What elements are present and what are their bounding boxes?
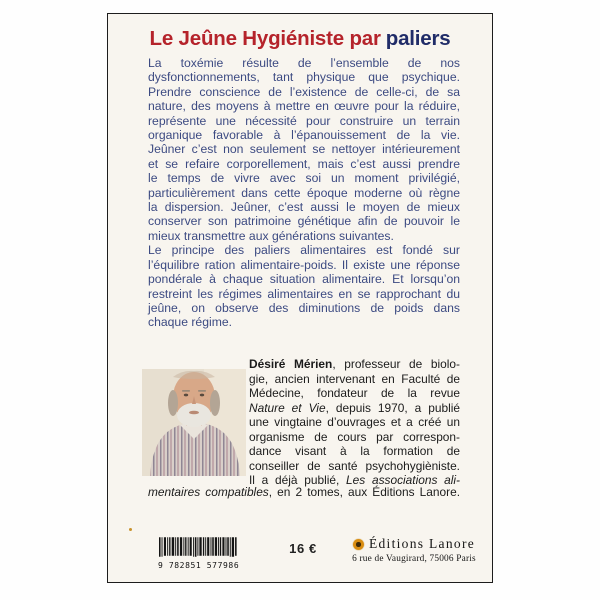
book-back-cover [107, 13, 493, 583]
barcode-digits: 9 782851 577986 [158, 561, 240, 570]
publisher-address: 6 rue de Vaugirard, 75006 Paris [352, 554, 476, 564]
book-title-red-part: Le Jeûne Hygiéniste par [149, 27, 381, 50]
text-line: mieux transmettre aux générations suivantes. [148, 228, 394, 243]
text-line: Désiré Mérien, professeur de biolo- [249, 357, 460, 371]
text-line: conserver son patrimoine génétique afin de pouvoir le [148, 214, 460, 229]
text-line: la dispersion. Jeûner, c’est aussi le moyen de mieux [148, 200, 460, 215]
text-line: particulièrement dans cette époque moderne où règne [148, 185, 460, 200]
publisher-name-row [336, 536, 492, 552]
text-line: chaque régime. [148, 315, 233, 330]
book-title [108, 27, 492, 51]
text-line: Il a déjà publié, Les associations ali- [249, 473, 460, 488]
text-line: Médecine, fondateur de la revue [249, 386, 460, 401]
text-line: organisme de cours par correspon- [249, 429, 460, 444]
paper-speck [129, 528, 132, 531]
text-line: organique favorable à l’épanouissement de la vie. [148, 128, 460, 143]
barcode [158, 537, 238, 570]
text-line: Nature et Vie, depuis 1970, a publié [249, 400, 460, 415]
synopsis-paragraph-2 [148, 243, 460, 329]
text-line: nature, des moyens à mettre en œuvre pour la réduire, [148, 99, 460, 114]
book-title-blue-part: paliers [385, 27, 451, 50]
text-line: et se refaire corporellement, mais c’est aussi prendre [148, 156, 460, 171]
author-bio-text [249, 357, 460, 488]
author-photo [142, 369, 246, 476]
text-line: La toxémie résulte de l’ensemble de nos [148, 56, 460, 70]
text-line: gie, ancien intervenant en Faculté de [249, 371, 460, 386]
text-line: le temps de vivre avec soi un moment privilégié, [148, 171, 460, 186]
price-label: 16 € [289, 541, 317, 556]
synopsis-text [148, 56, 460, 330]
publisher-block [336, 536, 492, 564]
text-line: restreint les régimes alimentaires en se rapprochant du [148, 286, 460, 301]
synopsis-paragraph-1 [148, 56, 460, 243]
text-line: une vingtaine d’ouvrages et a créé un [249, 415, 460, 430]
sunflower-logo-icon [353, 539, 364, 550]
author-bio-last-line [148, 485, 460, 499]
text-line: Prendre conscience de l’existence de celle-ci, de sa [148, 84, 460, 99]
text-line: dysfonctionnements, tant physique que psychique. [148, 70, 460, 85]
publisher-name: Éditions Lanore [368, 536, 476, 551]
text-line: Le principe des paliers alimentaires est fondé sur [148, 243, 460, 258]
text-line: dance visant à la formation de [249, 444, 460, 459]
text-line: Jeûner c’est non seulement se nettoyer intérieurement [148, 142, 460, 157]
text-line: mentaires compatibles, en 2 tomes, aux Éditions Lanore. [148, 485, 460, 499]
barcode-bars [159, 537, 237, 557]
text-line: jeûne, on observe des diminutions de poids dans [148, 300, 460, 315]
text-line: l’équilibre ration alimentaire-poids. Il existe une réponse [148, 257, 460, 272]
text-line: conseiller de santé psychohygièniste. [249, 458, 460, 473]
text-line: représente une nécessité pour construire un terrain [148, 113, 460, 128]
text-line: pondérale à chaque situation alimentaire. Et lorsqu’on [148, 272, 460, 287]
